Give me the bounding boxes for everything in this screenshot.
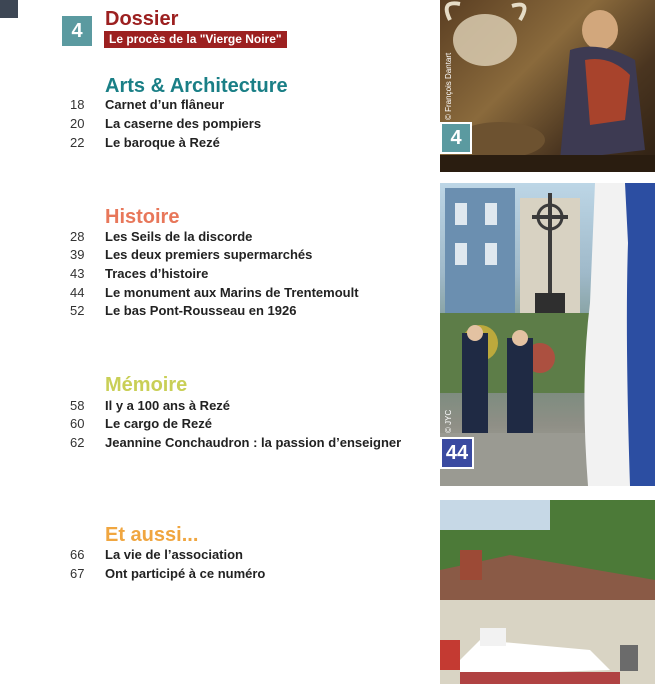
dossier-page-number[interactable]: 4 (62, 16, 92, 46)
toc-page-number: 39 (70, 247, 85, 262)
toc-entry-label: Le monument aux Marins de Trentemoult (105, 285, 359, 300)
photo-page-number[interactable]: 44 (440, 437, 474, 469)
toc-entry-label: Carnet d’un flâneur (105, 97, 225, 112)
toc-page-number: 43 (70, 266, 85, 281)
toc-entry-label: Les Seils de la discorde (105, 229, 253, 244)
photo-page-number[interactable]: 4 (440, 122, 472, 154)
toc-entry-label: Ont participé à ce numéro (105, 566, 266, 581)
toc-entry-label: Les deux premiers supermarchés (105, 247, 313, 262)
section-title-histoire: Histoire (105, 206, 180, 228)
toc-page-number: 60 (70, 416, 85, 431)
toc-page-number: 62 (70, 435, 85, 450)
dossier-photo[interactable] (440, 0, 655, 172)
toc-entry-label: Il y a 100 ans à Rezé (105, 398, 231, 413)
dossier-subtitle[interactable]: Le procès de la "Vierge Noire" (104, 31, 287, 48)
monument-photo[interactable] (440, 183, 655, 486)
toc-page-number: 28 (70, 229, 85, 244)
corner-tab (0, 0, 18, 18)
toc-page-number: 22 (70, 135, 85, 150)
toc-entry-label: Traces d’histoire (105, 266, 209, 281)
toc-entry-label: Le cargo de Rezé (105, 416, 212, 431)
photo-credit: © JYC (444, 409, 453, 433)
photo-credit: © François Dantart (444, 52, 453, 120)
toc-page-number: 18 (70, 97, 85, 112)
section-title-et-aussi: Et aussi... (105, 524, 199, 546)
toc-page-number: 67 (70, 566, 85, 581)
toc-page-number: 20 (70, 116, 85, 131)
toc-entry-label: Le baroque à Rezé (105, 135, 220, 150)
toc-page-number: 66 (70, 547, 85, 562)
toc-page-number: 44 (70, 285, 85, 300)
cargo-photo[interactable] (440, 500, 655, 684)
section-title-arts: Arts & Architecture (105, 75, 288, 97)
painting-illustration (440, 0, 655, 172)
toc-entry-label: Jeannine Conchaudron : la passion d’enseigner (105, 435, 402, 450)
toc-entry-label: La vie de l’association (105, 547, 243, 562)
cargo-illustration (440, 500, 655, 684)
toc-entry-label: La caserne des pompiers (105, 116, 262, 131)
toc-page-number: 52 (70, 303, 85, 318)
toc-page-number: 58 (70, 398, 85, 413)
dossier-title: Dossier (105, 8, 179, 30)
section-title-memoire: Mémoire (105, 374, 188, 396)
toc-entry-label: Le bas Pont-Rousseau en 1926 (105, 303, 297, 318)
